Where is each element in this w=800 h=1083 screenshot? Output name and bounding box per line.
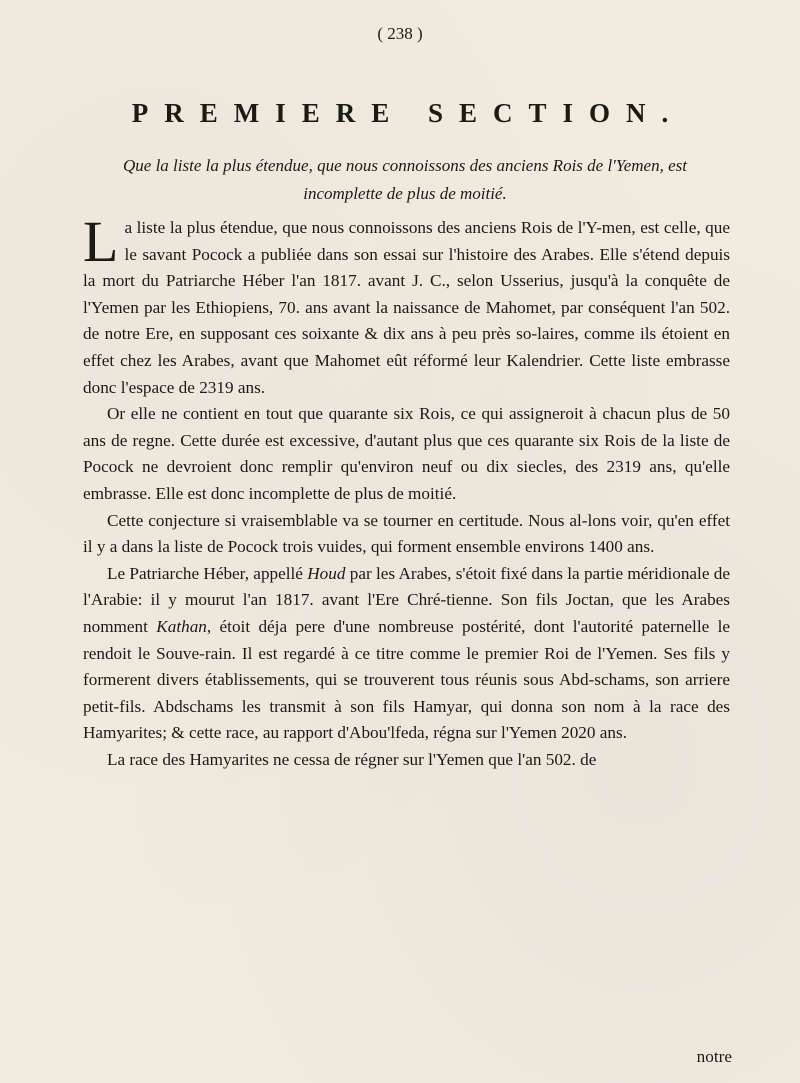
paragraph-1 (83, 209, 730, 401)
paragraph-4-part-2: par les Arabes, s'étoit fixé dans la partie méridionale de l'Arabie: il y mourut l'an 1817. avant l'Ere Chré-tienne. Son fils Joctan, que les Arabes nomment (83, 563, 730, 636)
drop-cap: L (83, 209, 119, 274)
page-number: ( 238 ) (377, 24, 423, 43)
catchword: notre (696, 1047, 732, 1066)
paragraph-4-part-1: Le Patriarche Héber, appellé (107, 563, 308, 583)
section-title: PREMIERE SECTION. (131, 98, 685, 128)
paragraph-1-text: a liste la plus étendue, que nous connoissons des anciens Rois de l'Y-men, est celle, que le savant Pocock a publiée dans son essai sur l'histoire des Arabes. Elle s'étend depuis la mort du Patriarche Héber l'an 1817. avant J. C., selon Usserius, jusqu'à la conquête de l'Yemen par les Ethiopiens, 70. ans avant la naissance de Mahomet, par conséquent l'an 502. de notre Ere, en supposant ces soixante & dix ans à peu près so-laires, comme ils étoient en effet chez les Arabes, avant que Mahomet eût réformé leur Kalendrier. Cette liste embrasse donc l'espace de 2319 ans. (83, 218, 730, 397)
paragraph-4 (83, 561, 730, 747)
body-text (83, 209, 730, 773)
paragraph-3: Cette conjecture si vraisemblable va se tourner en certitude. Nous al-lons voir, qu'en effet il y a dans la liste de Pocock trois vuides, qui forment ensemble environs 1400 ans. (83, 510, 730, 557)
paragraph-2: Or elle ne contient en tout que quarante six Rois, ce qui assigneroit à chacun plus de 50 ans de regne. Cette durée est excessive, d'autant plus que ces quarante six Rois de la liste de Pocock ne devroient donc remplir qu'environ neuf ou dix siecles, des 2319 ans, qu'elle embrasse. Elle est donc incomplette de plus de moitié. (83, 404, 730, 503)
paragraph-5: La race des Hamyarites ne cessa de régner sur l'Yemen que l'an 502. de (107, 749, 597, 769)
kathan-term: Kathan (156, 616, 207, 636)
paragraph-4-part-3: , étoit déja pere d'une nombreuse postérité, dont l'autorité paternelle le rendoit le Souve-rain. Il est regardé à ce titre comme le premier Roi de l'Yemen. Ses fils y formerent divers établissements, qui se trouverent tous réunis sous Abd-schams, son arriere petit-fils. Abdschams les transmit à son fils Hamyar, qui donna son nom à la race des Hamyarites; & cette race, au rapport d'Abou'lfeda, régna sur l'Yemen 2020 ans. (83, 616, 730, 743)
houd-term: Houd (307, 563, 346, 583)
section-subtitle: Que la liste la plus étendue, que nous connoissons des anciens Rois de l'Yemen, est incomplette de plus de moitié. (123, 156, 687, 203)
